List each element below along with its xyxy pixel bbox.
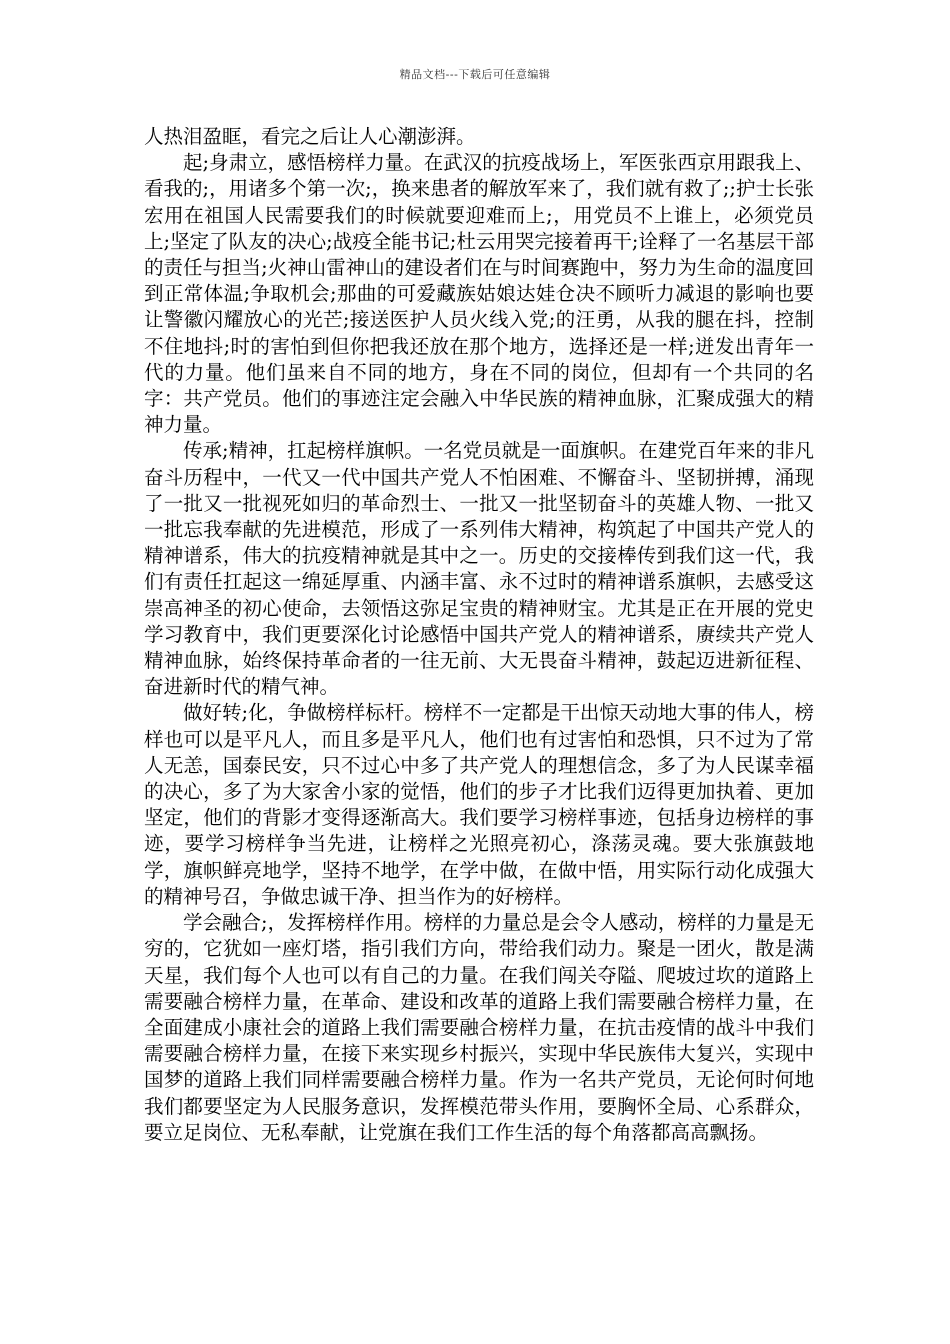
- page-header: 精品文档---下载后可任意编辑: [399, 68, 551, 81]
- paragraph-4: 学会融合;，发挥榜样作用。榜样的力量总是会令人感动，榜样的力量是无穷的，它犹如一座灯塔，指引我们方向，带给我们动力。聚是一团火，散是满天星，我们每个人也可以有自己的力量。在我们闯关夺隘、爬坡过坎的道路上需要融合榜样力量，在革命、建设和改革的道路上我们需要融合榜样力量，在全面建成小康社会的道路上我们需要融合榜样力量，在抗击疫情的战斗中我们需要融合榜样力量，在接下来实现乡村振兴，实现中华民族伟大复兴，实现中国梦的道路上我们同样需要融合榜样力量。作为一名共产党员，无论何时何地我们都要坚定为人民服务意识，发挥模范带头作用，要胸怀全局、心系群众，要立足岗位、无私奉献，让党旗在我们工作生活的每个角落都高高飘扬。: [144, 911, 814, 1144]
- document-body: [144, 124, 814, 1146]
- paragraph-3: 做好转;化，争做榜样标杆。榜样不一定都是干出惊天动地大事的伟人，榜样也可以是平凡人，而且多是平凡人，他们也有过害怕和恐惧，只不过为了常人无恙，国泰民安，只不过心中多了共产党人的理想信念，多了为人民谋幸福的决心，多了为大家舍小家的觉悟，他们的步子才比我们迈得更加执着、更加坚定，他们的背影才变得逐渐高大。我们要学习榜样事迹，包括身边榜样的事迹，要学习榜样争当先进，让榜样之光照亮初心，涤荡灵魂。要大张旗鼓地学，旗帜鲜亮地学，坚持不地学，在学中做，在做中悟，用实际行动化成强大的精神号召，争做忠诚干净、担当作为的好榜样。: [144, 701, 814, 908]
- paragraph-continuation: 人热泪盈眶，看完之后让人心潮澎湃。: [144, 125, 476, 148]
- paragraph-2: 传承;精神，扛起榜样旗帜。一名党员就是一面旗帜。在建党百年来的非凡奋斗历程中，一代又一代中国共产党人不怕困难、不懈奋斗、坚韧拼搏，涌现了一批又一批视死如归的革命烈士、一批又一批坚韧奋斗的英雄人物、一批又一批忘我奉献的先进模范，形成了一系列伟大精神，构筑起了中国共产党人的精神谱系，伟大的抗疫精神就是其中之一。历史的交接棒传到我们这一代，我们有责任扛起这一绵延厚重、内涵丰富、永不过时的精神谱系旗帜，去感受这崇高神圣的初心使命，去领悟这弥足宝贵的精神财宝。尤其是正在开展的党史学习教育中，我们更要深化讨论感悟中国共产党人的精神谱系，赓续共产党人精神血脉，始终保持革命者的一往无前、大无畏奋斗精神，鼓起迈进新征程、奋进新时代的精气神。: [144, 439, 814, 699]
- paragraph-1: 起;身肃立，感悟榜样力量。在武汉的抗疫战场上，军医张西京用跟我上、看我的;，用诸多个第一次;，换来患者的解放军来了，我们就有救了;;护士长张宏用在祖国人民需要我们的时候就要迎难而上;，用党员不上谁上，必须党员上;坚定了队友的决心;战疫全能书记;杜云用哭完接着再干;诠释了一名基层干部的责任与担当;火神山雷神山的建设者们在与时间赛跑中，努力为生命的温度回到正常体温;争取机会;那曲的可爱藏族姑娘达娃仓决不顾听力减退的影响也要让警徽闪耀放心的光芒;接送医护人员火线入党;的汪勇，从我的腿在抖，控制不住地抖;时的害怕到但你把我还放在那个地方，选择还是一样;迸发出青年一代的力量。他们虽来自不同的地方，身在不同的岗位，但却有一个共同的名字：共产党员。他们的事迹注定会融入中华民族的精神血脉，汇聚成强大的精神力量。: [144, 151, 814, 437]
